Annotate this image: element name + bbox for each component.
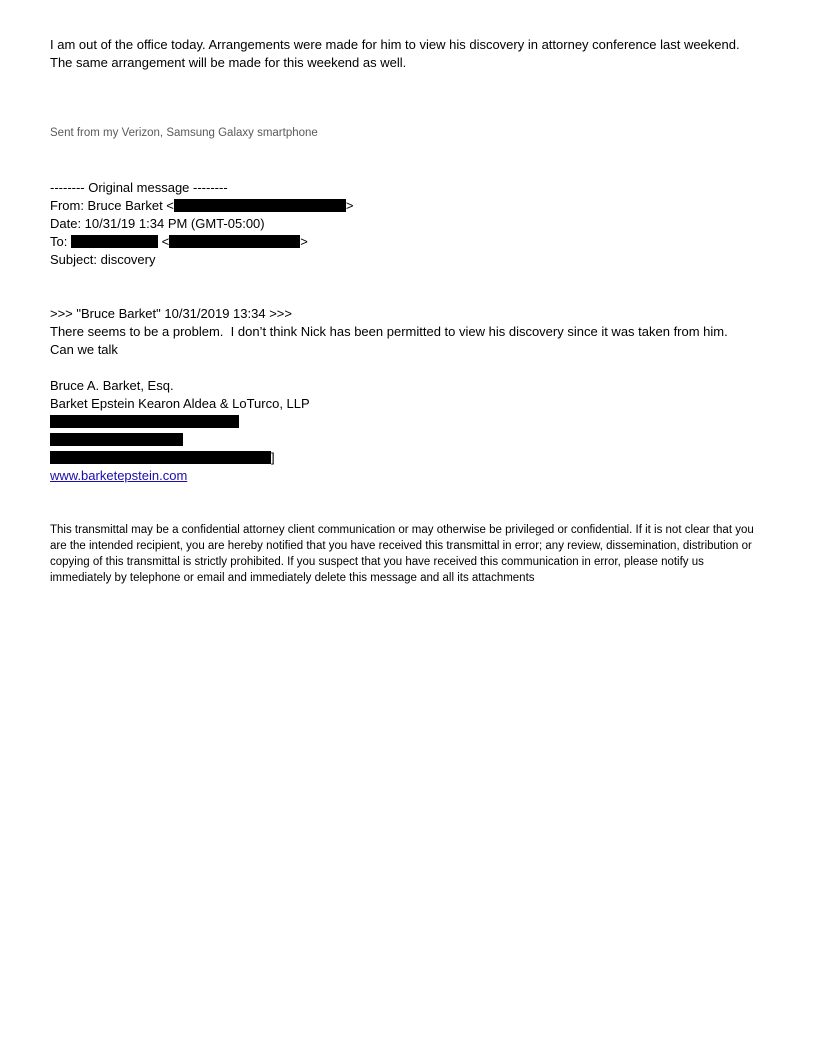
to-line [50,233,354,251]
website-link[interactable]: www.barketepstein.com [50,468,188,483]
signature-firm: Barket Epstein Kearon Aldea & LoTurco, LLP [50,396,310,411]
original-message-divider: -------- Original message -------- [50,180,228,195]
redacted-contact [50,451,271,464]
signature-website-line [50,467,310,485]
date-line: Date: 10/31/19 1:34 PM (GMT-05:00) [50,216,265,231]
redacted-phone [50,433,183,446]
subject-line: Subject: discovery [50,252,156,267]
quoted-body-line-1: There seems to be a problem. I don’t think Nick has been permitted to view his discovery since it was taken from him. [50,324,728,339]
quoted-message [50,305,765,359]
signature-redacted-line-3 [50,449,310,467]
confidentiality-disclaimer: This transmittal may be a confidential attorney client communication or may otherwise be privileged or confidential. If it is not clear that you are the intended recipient, you are hereby notified that you have received this transmittal in error; any review, dissemination, distribution or copying of this transmittal is strictly prohibited. If you suspect that you have received this communication in error, please notify us immediately by telephone or email and immediately delete this message and all its attachments [50,524,754,584]
signature-redacted-line-1 [50,413,310,431]
signature-name: Bruce A. Barket, Esq. [50,378,174,393]
signature-block [50,377,310,485]
original-message-header [50,179,354,269]
sent-from-signature: Sent from my Verizon, Samsung Galaxy smartphone [50,127,318,139]
redacted-recipient-email [169,235,300,248]
from-line [50,197,354,215]
redacted-recipient-name [71,235,158,248]
redacted-address [50,415,239,428]
from-label: From: Bruce Barket < [50,198,174,213]
to-close: > [300,234,308,249]
quoted-header: >>> "Bruce Barket" 10/31/2019 13:34 >>> [50,306,292,321]
redacted-email [174,199,346,212]
to-label: To: [50,234,71,249]
quoted-body-line-2: Can we talk [50,342,118,357]
from-close: > [345,198,354,213]
reply-body: I am out of the office today. Arrangements were made for him to view his discovery in attorney conference last weekend. The same arrangement will be made for this weekend as well. [50,37,740,70]
to-open: < [157,234,170,249]
redacted-line-bracket: ] [271,450,275,465]
signature-redacted-line-2 [50,431,310,449]
